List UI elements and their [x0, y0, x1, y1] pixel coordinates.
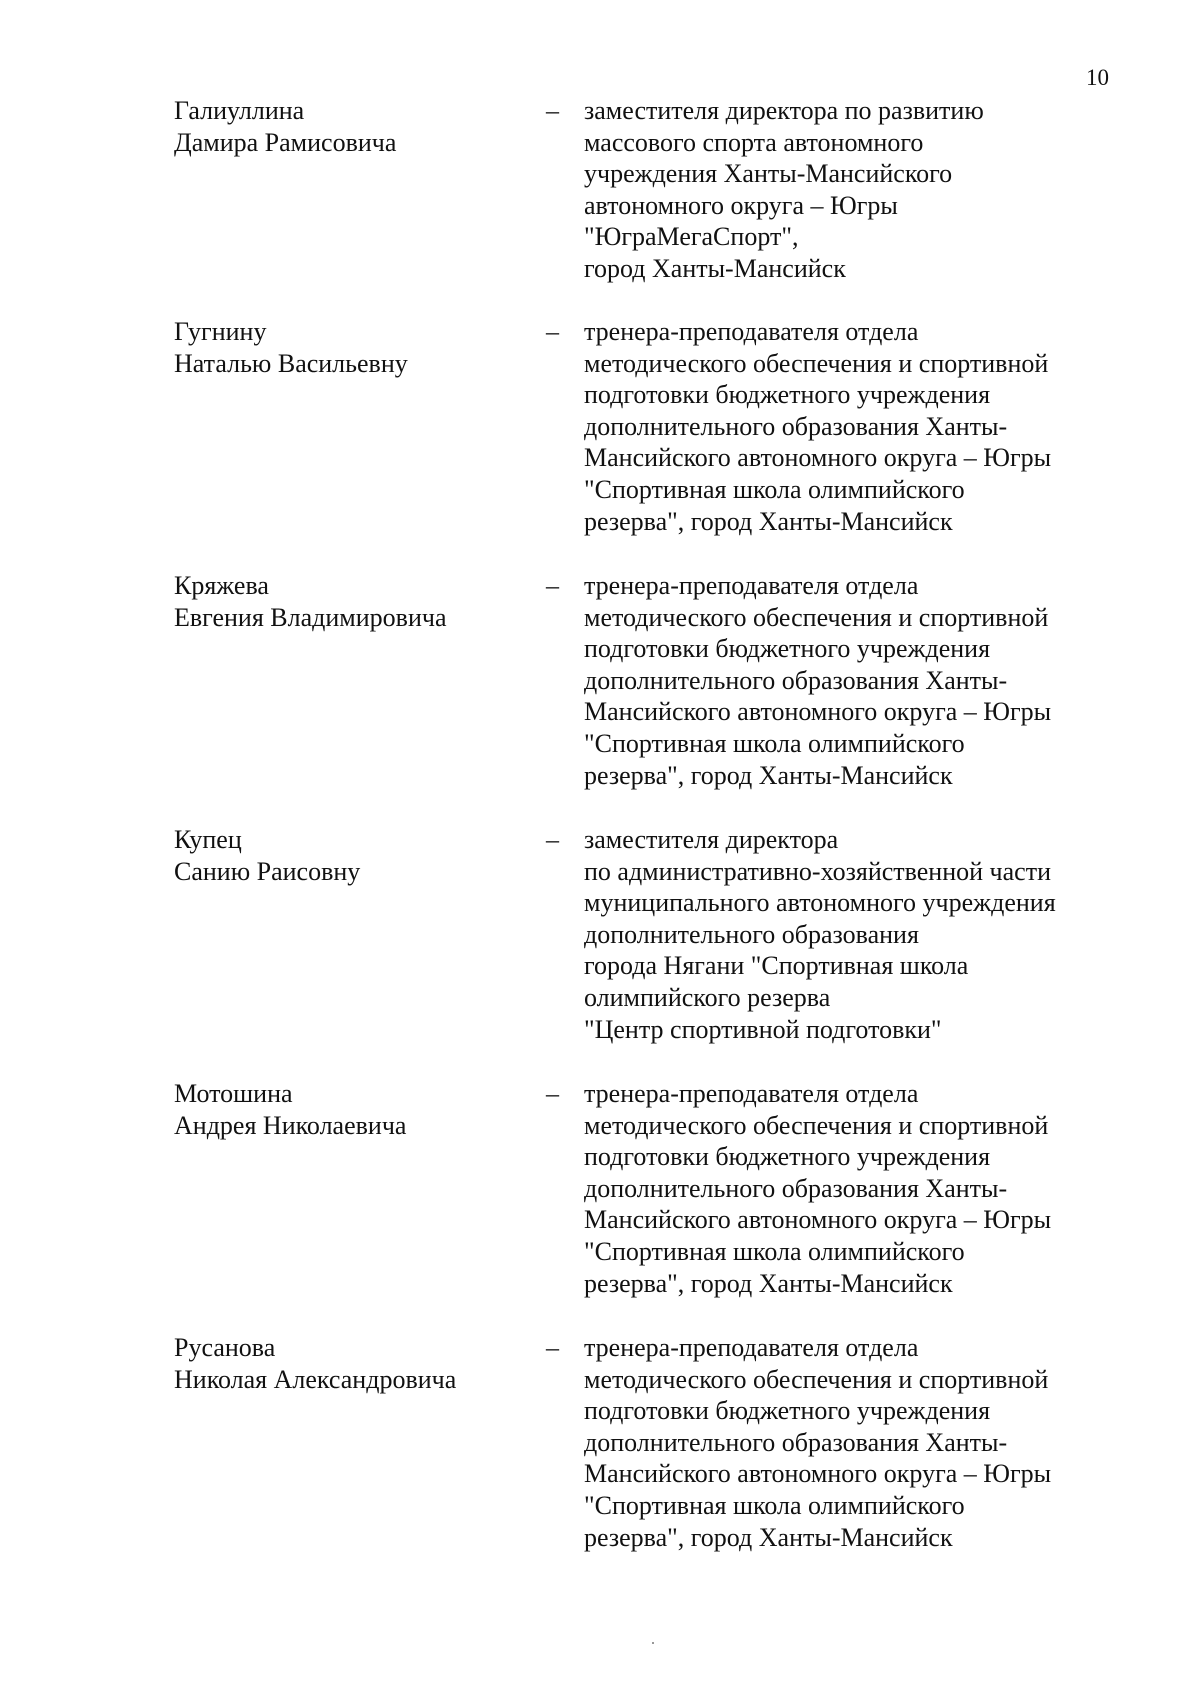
position-line: дополнительного образования Ханты- [584, 665, 1008, 695]
given-names: Евгения Владимировича [174, 602, 447, 632]
position-line: тренера-преподавателя отдела [584, 571, 919, 600]
scan-speck [652, 1642, 654, 1644]
position-line: подготовки бюджетного учреждения [584, 380, 991, 410]
position-line: подготовки бюджетного учреждения [584, 1396, 991, 1426]
given-names: Дамира Рамисовича [174, 127, 397, 157]
surname: Мотошина [174, 1079, 293, 1108]
page-number: 10 [1086, 65, 1109, 90]
position-line: "Спортивная школа олимпийского [584, 1490, 965, 1520]
position-line: "Спортивная школа олимпийского [584, 728, 965, 758]
position-description [584, 824, 1124, 1045]
position-line: методического обеспечения и спортивной [584, 1364, 1049, 1394]
position-line: учреждения Ханты-Мансийского [584, 159, 953, 189]
position-line: "ЮграМегаСпорт", [584, 222, 799, 252]
position-line: город Ханты-Мансийск [584, 253, 846, 283]
position-line: подготовки бюджетного учреждения [584, 1142, 991, 1172]
surname: Кряжева [174, 571, 269, 600]
position-line: подготовки бюджетного учреждения [584, 634, 991, 664]
position-description [584, 1332, 1124, 1553]
position-line: Мансийского автономного округа – Югры [584, 1459, 1052, 1489]
position-line: Мансийского автономного округа – Югры [584, 697, 1052, 727]
dash-separator: – [546, 1079, 559, 1108]
dash-separator: – [546, 825, 559, 854]
position-line: дополнительного образования Ханты- [584, 411, 1008, 441]
dash-separator: – [546, 1333, 559, 1362]
surname: Гугнину [174, 317, 267, 346]
position-line: тренера-преподавателя отдела [584, 1079, 919, 1108]
person-name [174, 1078, 534, 1141]
position-description [584, 570, 1124, 791]
given-names: Андрея Николаевича [174, 1110, 407, 1140]
position-line: тренера-преподавателя отдела [584, 317, 919, 346]
position-line: массового спорта автономного [584, 127, 924, 157]
surname: Русанова [174, 1333, 276, 1362]
dash-separator: – [546, 96, 559, 125]
position-line: заместителя директора [584, 825, 839, 854]
position-line: тренера-преподавателя отдела [584, 1333, 919, 1362]
position-line: заместителя директора по развитию [584, 96, 984, 125]
position-line: методического обеспечения и спортивной [584, 1110, 1049, 1140]
dash-separator: – [546, 317, 559, 346]
surname: Купец [174, 825, 242, 854]
given-names: Николая Александровича [174, 1364, 457, 1394]
given-names: Санию Раисовну [174, 856, 361, 886]
position-line: Мансийского автономного округа – Югры [584, 1205, 1052, 1235]
position-description [584, 1078, 1124, 1299]
position-line: Мансийского автономного округа – Югры [584, 443, 1052, 473]
position-line: дополнительного образования [584, 919, 919, 949]
position-line: "Спортивная школа олимпийского [584, 1236, 965, 1266]
position-description [584, 316, 1124, 537]
position-line: дополнительного образования Ханты- [584, 1427, 1008, 1457]
person-name [174, 316, 534, 379]
position-line: "Спортивная школа олимпийского [584, 474, 965, 504]
position-line: резерва", город Ханты-Мансийск [584, 1268, 953, 1298]
position-line: резерва", город Ханты-Мансийск [584, 1522, 953, 1552]
person-name [174, 95, 534, 158]
position-line: автономного округа – Югры [584, 190, 898, 220]
position-line: города Нягани "Спортивная школа [584, 951, 969, 981]
position-line: методического обеспечения и спортивной [584, 602, 1049, 632]
position-description [584, 95, 1124, 285]
position-line: муниципального автономного учреждения [584, 888, 1056, 918]
person-name [174, 824, 534, 887]
position-line: по административно-хозяйственной части [584, 856, 1051, 886]
position-line: методического обеспечения и спортивной [584, 348, 1049, 378]
position-line: "Центр спортивной подготовки" [584, 1014, 942, 1044]
person-name [174, 1332, 534, 1395]
surname: Галиуллина [174, 96, 305, 125]
dash-separator: – [546, 571, 559, 600]
position-line: резерва", город Ханты-Мансийск [584, 760, 953, 790]
person-name [174, 570, 534, 633]
position-line: резерва", город Ханты-Мансийск [584, 506, 953, 536]
given-names: Наталью Васильевну [174, 348, 408, 378]
position-line: олимпийского резерва [584, 982, 831, 1012]
position-line: дополнительного образования Ханты- [584, 1173, 1008, 1203]
